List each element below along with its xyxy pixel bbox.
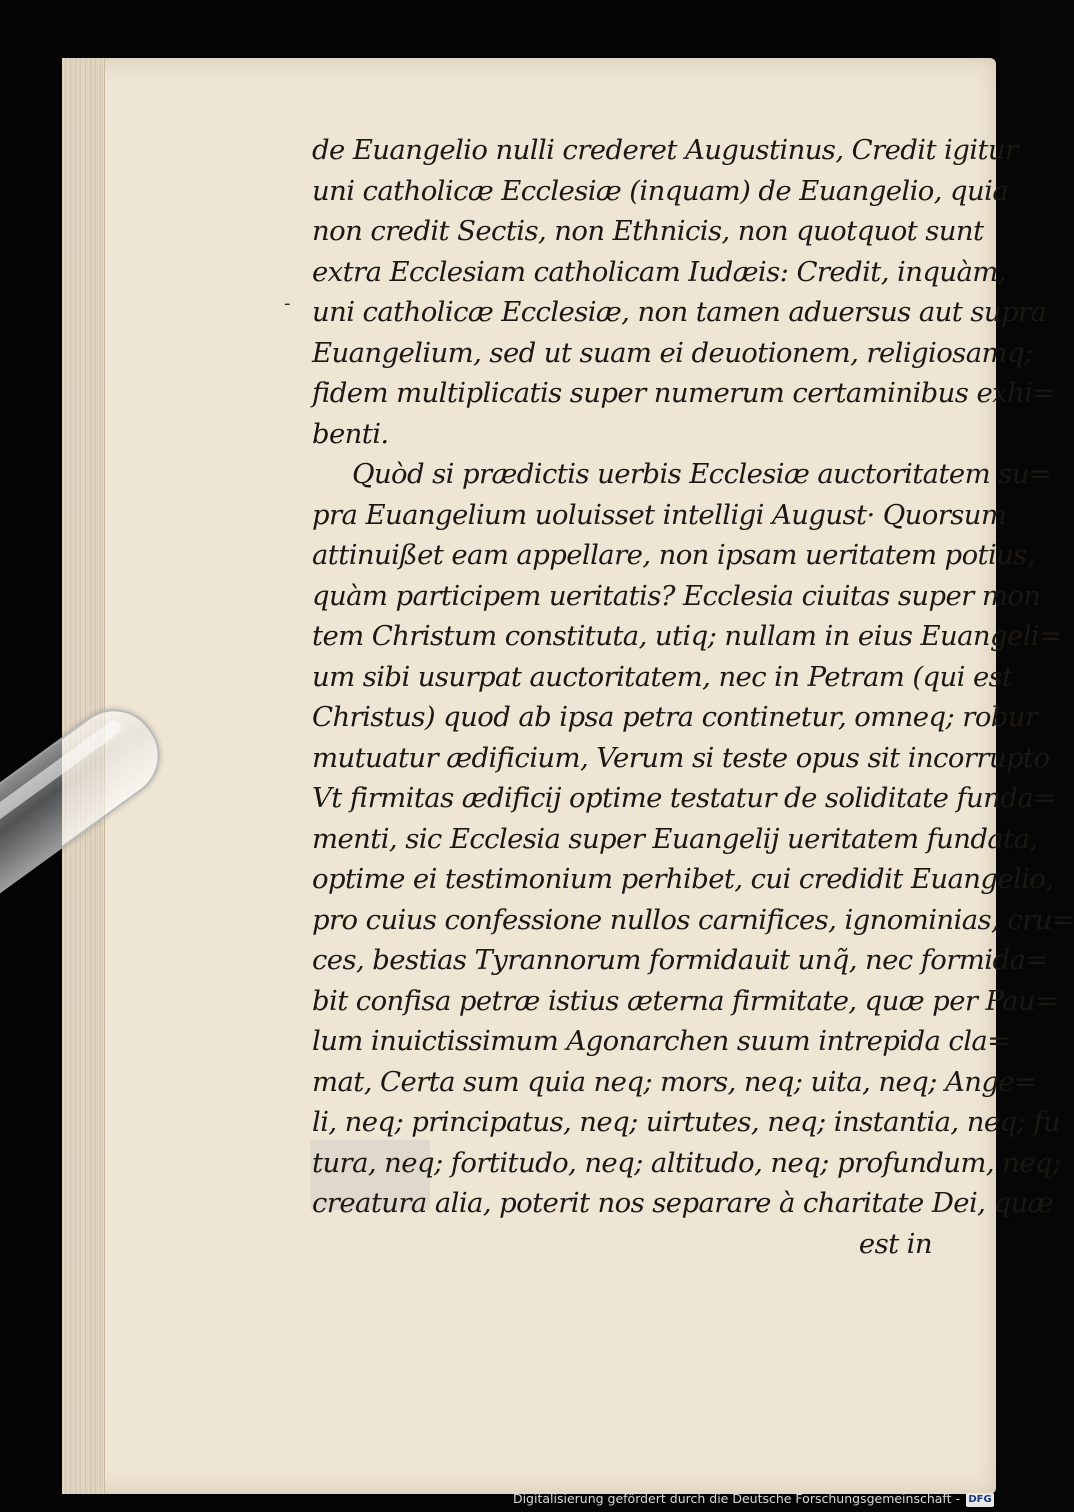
digitization-credit: Digitalisierung gefördert durch die Deutsche Forschungsgemeinschaft - [512,1491,960,1506]
text-line: Quòd si prædictis uerbis Ecclesiæ auctoritatem su= [352,458,1052,490]
text-line: uni catholicæ Ecclesiæ (inquam) de Euangelio, quia [312,174,1009,207]
text-line: tura, neq; fortitudo, neq; altitudo, neq; profundum, neq; [312,1146,1061,1179]
text-line: menti, sic Ecclesia super Euangelij ueritatem fundata, [312,822,1038,855]
text-line: Christus) quod ab ipsa petra continetur, omneq; robur [312,701,1038,733]
text-line: optime ei testimonium perhibet, cui credidit Euangelio, [312,863,1054,895]
text-line: pro cuius confessione nullos carnifices, ignominias, cru= [312,903,1074,936]
text-line: non credit Sectis, non Ethnicis, non quotquot sunt [312,215,984,247]
text-line: pra Euangelium uoluisset intelligi August· Quorsum [312,498,1007,531]
text-line: fidem multiplicatis super numerum certaminibus exhi= [312,377,1055,409]
text-line: uni catholicæ Ecclesiæ, non tamen aduersus aut supra [312,296,1047,328]
text-line: Euangelium, sed ut suam ei deuotionem, religiosamq; [312,336,1033,369]
margin-mark: - [284,293,291,314]
text-line: creatura alia, poterit nos separare à charitate Dei, quæ [312,1187,1053,1219]
text-line: extra Ecclesiam catholicam Iudæis: Credit, inquàm, [312,255,1006,288]
text-line: benti. [312,417,389,450]
text-line: mutuatur ædificium, Verum si teste opus sit incorrupto [312,741,1050,774]
text-line: li, neq; principatus, neq; uirtutes, neq; instantia, neq; fu [312,1106,1060,1138]
dfg-logo: DFG [966,1493,994,1507]
text-line: mat, Certa sum quia neq; mors, neq; uita, neq; Ange= [312,1065,1037,1098]
body-text [312,130,1074,1264]
text-line: de Euangelio nulli crederet Augustinus, Credit igitur [312,134,1018,166]
text-line: Vt firmitas ædificij optime testatur de soliditate funda= [312,782,1056,814]
text-line: quàm participem ueritatis? Ecclesia ciuitas super mon [312,579,1041,612]
text-line: attinuißet eam appellare, non ipsam ueritatem potius, [312,539,1035,571]
text-line: lum inuictissimum Agonarchen suum intrepida cla= [312,1025,1010,1057]
text-line: tem Christum constituta, utiq; nullam in eius Euangeli= [312,620,1062,652]
text-line: est in [858,1227,932,1260]
book-page [62,58,1074,1494]
text-line: ces, bestias Tyrannorum formidauit unq̃, nec formida= [312,944,1048,976]
text-line: um sibi usurpat auctoritatem, nec in Petram (qui est [312,660,1013,693]
text-line: bit confisa petræ istius æterna firmitate, quæ per Pau= [312,984,1058,1017]
